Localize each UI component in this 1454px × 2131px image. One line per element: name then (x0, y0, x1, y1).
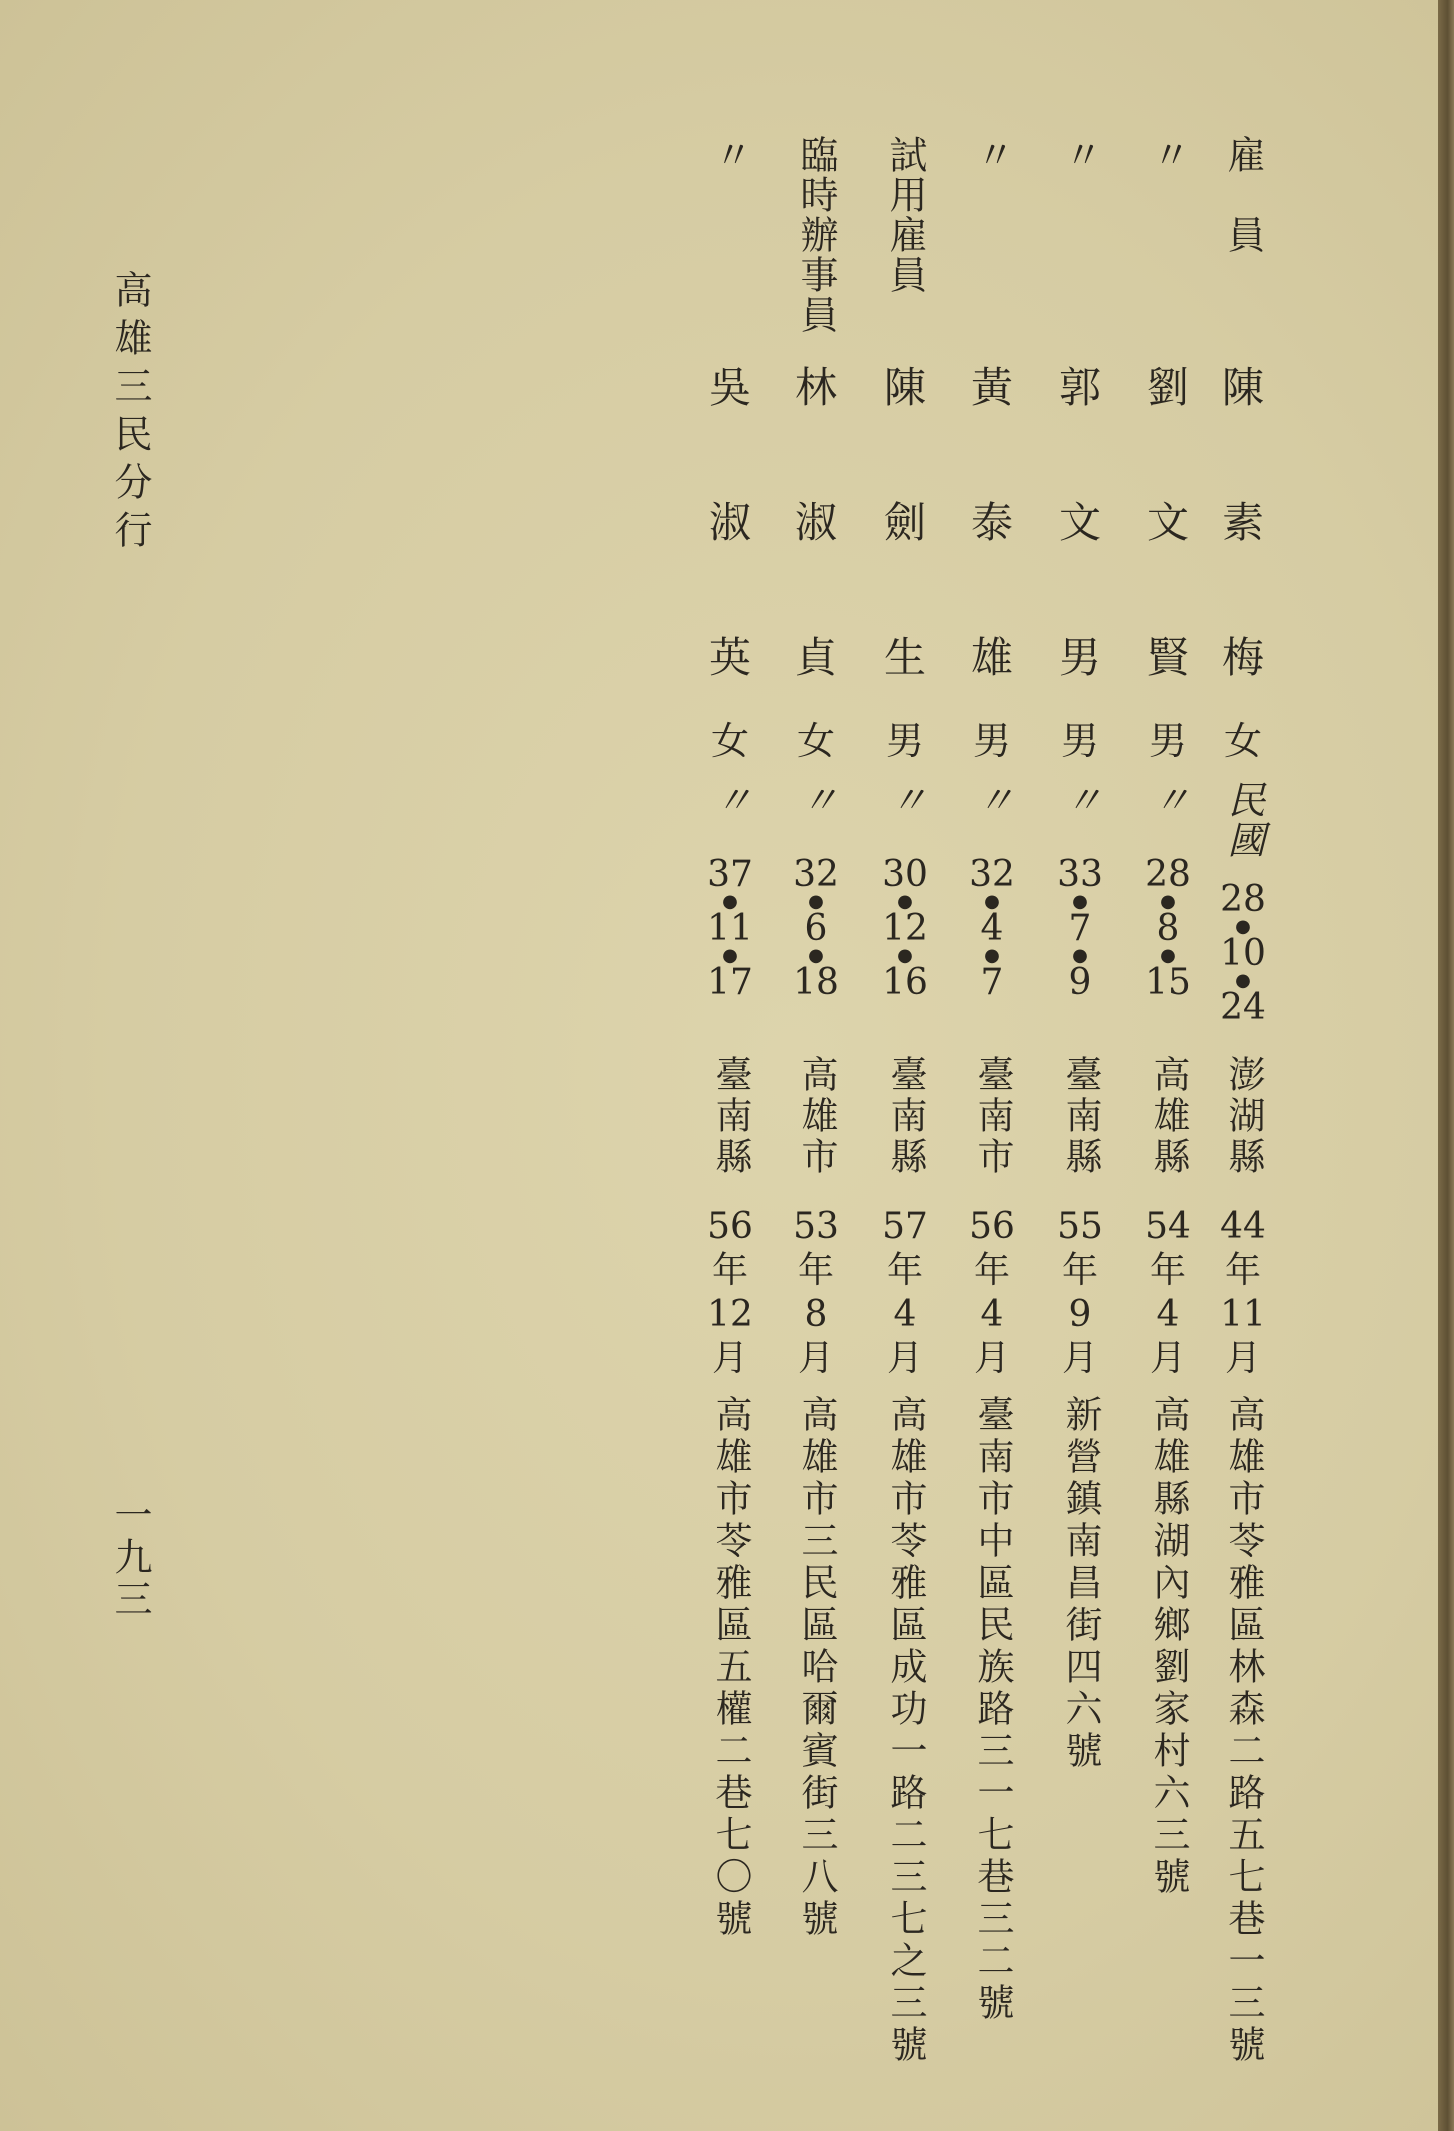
name-char: 泰 (970, 498, 1013, 547)
gender: 男 (1060, 719, 1099, 763)
address-text: 高雄市苓雅區林森二路五七巷一三號 (1222, 1395, 1265, 2067)
join-date-part: 56 (707, 1206, 753, 1247)
name-char: 林 (794, 363, 837, 412)
job-title-text: 〃 (970, 135, 1014, 175)
job-title (1213, 135, 1273, 255)
birthplace (1138, 1055, 1198, 1178)
employee-name (786, 355, 846, 760)
join-date-part: 年 (1224, 1250, 1261, 1291)
address (875, 1395, 935, 2067)
birthplace-text: 高雄縣 (1147, 1055, 1190, 1178)
dob-era-text: 〃 (794, 780, 838, 820)
dot-separator: ● (808, 945, 824, 966)
employee-name (1213, 355, 1273, 760)
join-date-part: 57 (882, 1206, 928, 1247)
name-char: 淑 (708, 498, 751, 547)
dob-year: 30 (882, 854, 928, 895)
join-date (962, 1205, 1022, 1381)
name-char: 英 (708, 633, 751, 682)
dot-separator: ● (897, 891, 913, 912)
date-of-birth (1138, 855, 1198, 1003)
name-char: 貞 (794, 633, 837, 682)
join-date (786, 1205, 846, 1381)
dob-day: 18 (793, 962, 839, 1003)
birthplace (786, 1055, 846, 1178)
gender: 女 (1223, 719, 1262, 763)
employee-name (1050, 355, 1110, 760)
address (1213, 1395, 1273, 2067)
dob-era-prefix (1138, 780, 1198, 820)
job-title-text: 試用雇員 (883, 135, 927, 295)
dob-year: 37 (707, 854, 753, 895)
address (1138, 1395, 1198, 1899)
employee-name (700, 355, 760, 760)
gender: 男 (1148, 719, 1187, 763)
date-of-birth (1213, 880, 1273, 1028)
join-date-part: 12 (707, 1294, 753, 1335)
name-char: 梅 (1221, 633, 1264, 682)
dob-day: 15 (1145, 962, 1191, 1003)
job-title-text: 雇 員 (1221, 135, 1265, 255)
dob-era-prefix (875, 780, 935, 820)
address-text: 高雄市苓雅區五權二巷七〇號 (709, 1395, 752, 1941)
dob-month: 4 (980, 908, 1004, 949)
join-date-part: 年 (797, 1250, 834, 1291)
join-date-part: 年 (1061, 1250, 1098, 1291)
join-date-part: 月 (1061, 1338, 1098, 1379)
job-title-text: 〃 (1058, 135, 1102, 175)
birthplace (962, 1055, 1022, 1178)
name-char: 賢 (1146, 633, 1189, 682)
name-char: 男 (1058, 633, 1101, 682)
job-title (1138, 135, 1198, 175)
join-date-part: 11 (1220, 1294, 1266, 1335)
dob-year: 28 (1220, 879, 1266, 920)
dob-era-text: 〃 (883, 780, 927, 820)
dob-day: 7 (980, 962, 1004, 1003)
join-date-part: 月 (973, 1338, 1010, 1379)
name-char: 文 (1146, 498, 1189, 547)
dot-separator: ● (722, 891, 738, 912)
name-char: 劍 (883, 498, 926, 547)
job-title-text: 臨時辦事員 (794, 135, 838, 335)
join-date-part: 44 (1220, 1206, 1266, 1247)
dob-era-text: 〃 (708, 780, 752, 820)
address-text: 高雄縣湖內鄉劉家村六三號 (1147, 1395, 1190, 1899)
date-of-birth (700, 855, 760, 1003)
gender: 女 (796, 719, 835, 763)
running-header (100, 270, 160, 558)
date-of-birth (786, 855, 846, 1003)
date-of-birth (962, 855, 1022, 1003)
job-title (786, 135, 846, 335)
dot-separator: ● (1072, 945, 1088, 966)
dob-month: 7 (1068, 908, 1092, 949)
name-char: 吳 (708, 363, 751, 412)
gender: 男 (972, 719, 1011, 763)
address (700, 1395, 760, 1941)
dot-separator: ● (1235, 970, 1251, 991)
join-date-part: 55 (1057, 1206, 1103, 1247)
join-date-part: 月 (886, 1338, 923, 1379)
gender: 女 (710, 719, 749, 763)
running-header-text: 高雄三民分行 (108, 270, 152, 558)
dob-month: 12 (882, 908, 928, 949)
dob-day: 24 (1220, 987, 1266, 1028)
dob-month: 10 (1220, 933, 1266, 974)
join-date-part: 9 (1068, 1294, 1092, 1335)
dot-separator: ● (1235, 916, 1251, 937)
employee-name (1138, 355, 1198, 760)
join-date (1138, 1205, 1198, 1381)
dob-era-text: 〃 (1058, 780, 1102, 820)
dob-year: 32 (793, 854, 839, 895)
gender: 男 (885, 719, 924, 763)
birthplace (1050, 1055, 1110, 1178)
address (786, 1395, 846, 1941)
name-char: 素 (1221, 498, 1264, 547)
birthplace-text: 臺南縣 (1059, 1055, 1102, 1178)
join-date-part: 4 (1156, 1294, 1180, 1335)
dot-separator: ● (1160, 891, 1176, 912)
join-date-part: 年 (1149, 1250, 1186, 1291)
date-of-birth (875, 855, 935, 1003)
job-title (1050, 135, 1110, 175)
join-date (1050, 1205, 1110, 1381)
dob-month: 11 (707, 908, 753, 949)
dob-month: 6 (804, 908, 828, 949)
join-date (1213, 1205, 1273, 1381)
dot-separator: ● (1160, 945, 1176, 966)
employee-name (875, 355, 935, 760)
job-title-text: 〃 (1146, 135, 1190, 175)
address-text: 高雄市苓雅區成功一路二三七之三號 (884, 1395, 927, 2067)
address-text: 新營鎮南昌街四六號 (1059, 1395, 1102, 1773)
address (962, 1395, 1022, 2025)
page-number (100, 1495, 160, 1621)
dot-separator: ● (984, 945, 1000, 966)
job-title (875, 135, 935, 295)
birthplace-text: 澎湖縣 (1222, 1055, 1265, 1178)
name-char: 雄 (970, 633, 1013, 682)
date-of-birth (1050, 855, 1110, 1003)
join-date-part: 月 (1149, 1338, 1186, 1379)
join-date-part: 4 (980, 1294, 1004, 1335)
address-text: 高雄市三民區哈爾賓街三八號 (795, 1395, 838, 1941)
birthplace-text: 高雄市 (795, 1055, 838, 1178)
join-date-part: 8 (804, 1294, 828, 1335)
dob-era-text: 民國 (1221, 780, 1265, 860)
birthplace (875, 1055, 935, 1178)
join-date-part: 月 (1224, 1338, 1261, 1379)
join-date-part: 4 (893, 1294, 917, 1335)
join-date-part: 年 (886, 1250, 923, 1291)
join-date (875, 1205, 935, 1381)
dob-year: 33 (1057, 854, 1103, 895)
join-date-part: 年 (711, 1250, 748, 1291)
join-date-part: 56 (969, 1206, 1015, 1247)
dob-year: 32 (969, 854, 1015, 895)
name-char: 淑 (794, 498, 837, 547)
join-date-part: 53 (793, 1206, 839, 1247)
dot-separator: ● (808, 891, 824, 912)
job-title-text: 〃 (708, 135, 752, 175)
dot-separator: ● (897, 945, 913, 966)
book-binding-edge (1438, 0, 1454, 2131)
dob-era-prefix (962, 780, 1022, 820)
name-char: 生 (883, 633, 926, 682)
dob-era-prefix (1213, 780, 1273, 860)
dob-month: 8 (1156, 908, 1180, 949)
dob-day: 16 (882, 962, 928, 1003)
name-char: 劉 (1146, 363, 1189, 412)
dob-era-text: 〃 (970, 780, 1014, 820)
dot-separator: ● (1072, 891, 1088, 912)
dot-separator: ● (722, 945, 738, 966)
name-char: 陳 (883, 363, 926, 412)
birthplace-text: 臺南縣 (884, 1055, 927, 1178)
dob-era-prefix (1050, 780, 1110, 820)
join-date-part: 月 (797, 1338, 834, 1379)
join-date-part: 年 (973, 1250, 1010, 1291)
job-title (962, 135, 1022, 175)
address (1050, 1395, 1110, 1773)
name-char: 黃 (970, 363, 1013, 412)
dob-era-prefix (700, 780, 760, 820)
employee-name (962, 355, 1022, 760)
dob-day: 9 (1068, 962, 1092, 1003)
join-date-part: 月 (711, 1338, 748, 1379)
job-title (700, 135, 760, 175)
birthplace-text: 臺南縣 (709, 1055, 752, 1178)
page-number-text: 一九三 (108, 1495, 152, 1621)
dob-era-prefix (786, 780, 846, 820)
birthplace-text: 臺南市 (971, 1055, 1014, 1178)
dob-day: 17 (707, 962, 753, 1003)
name-char: 陳 (1221, 363, 1264, 412)
name-char: 文 (1058, 498, 1101, 547)
dob-era-text: 〃 (1146, 780, 1190, 820)
birthplace (1213, 1055, 1273, 1178)
join-date-part: 54 (1145, 1206, 1191, 1247)
dot-separator: ● (984, 891, 1000, 912)
join-date (700, 1205, 760, 1381)
address-text: 臺南市中區民族路三一七巷三二號 (971, 1395, 1014, 2025)
dob-year: 28 (1145, 854, 1191, 895)
name-char: 郭 (1058, 363, 1101, 412)
birthplace (700, 1055, 760, 1178)
